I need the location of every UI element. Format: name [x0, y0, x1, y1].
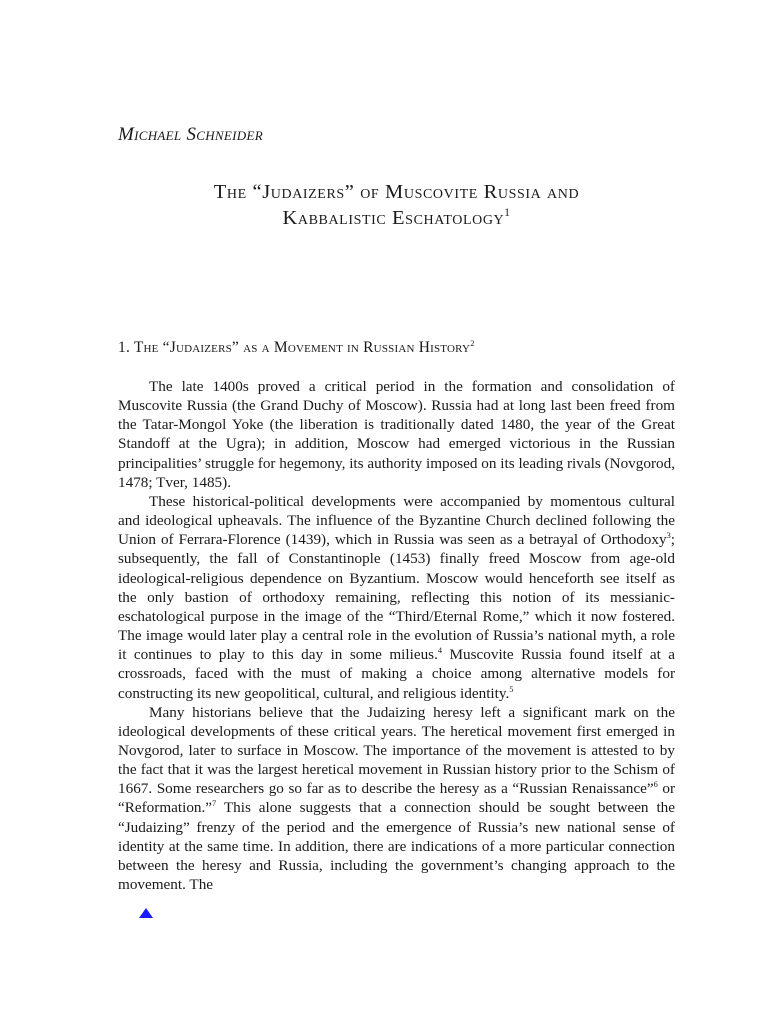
- footnote-ref[interactable]: 6: [653, 780, 658, 790]
- paragraph: [118, 703, 675, 895]
- body-text: [118, 377, 675, 894]
- paragraph-text: These historical-political developments were accompanied by momentous cultural and ideological upheavals. The influence of the Byzantine Church declined following the Union of Ferrara-Florence (1439), which in Russia was seen as a betrayal of Orthodoxy: [118, 492, 675, 549]
- chapter-title-line-1: The “Judaizers” of Muscovite Russia and: [213, 181, 580, 203]
- paragraph-text: The late 1400s proved a critical period in the formation and consolidation of Muscovite Russia (the Grand Duchy of Moscow). Russia had at long last been freed from the Tatar-Mongol Yoke (the liberation is traditionally dated 1480, the year of the Great Standoff at the Ugra); in addition, Moscow had emerged victorious in the Russian principalities’ struggle for hegemony, its authority imposed on its leading rivals (Novgorod, 1478; Tver, 1485).: [118, 378, 675, 491]
- paragraph-text: This alone suggests that a connection should be sought between the “Judaizing” frenzy of the period and the emergence of Russia’s new national sense of identity at the same time. In addition, there are indications of a more particular connection between the heresy and Russia, including the government’s changing approach to the movement. The: [118, 799, 675, 894]
- paragraph-text: or “Reformation.”: [118, 780, 675, 817]
- footnote-ref[interactable]: 7: [212, 799, 217, 809]
- paragraph-text: Many historians believe that the Judaizing heresy left a significant mark on the ideological developments of these critical years. The heretical movement first emerged in Novgorod, later to surface in Moscow. The importance of the movement is attested to by the fact that it was the largest heretical movement in Russian history prior to the Schism of 1667. Some researchers go so far as to describe the heresy as a “Russian Renaissance”: [118, 703, 675, 798]
- footnote-ref[interactable]: 3: [666, 531, 671, 541]
- author-name: Michael Schneider: [118, 124, 263, 145]
- footnote-ref[interactable]: 5: [509, 684, 514, 694]
- chapter-title: [118, 180, 675, 231]
- section-heading: [118, 339, 475, 357]
- paragraph-text: ; subsequently, the fall of Constantinople (1453) finally freed Moscow from age-old ideological-religious dependence on Byzantium. Moscow would henceforth see itself as the only bastion of orthodoxy remaining, reflecting this notion of its messianic-eschatological purpose in the image of the “Third/Eternal Rome,” which it now fostered. The image would later play a central role in the evolution of Russia’s national myth, a role it continues to play to this day in some milieus.: [118, 531, 675, 664]
- footnote-ref[interactable]: 4: [437, 646, 443, 656]
- title-footnote-ref[interactable]: 1: [504, 206, 511, 219]
- chapter-title-line-2: Kabbalistic Eschatology: [282, 206, 505, 229]
- section-heading-text: 1. The “Judaizers” as a Movement in Russian History: [118, 339, 471, 356]
- section-footnote-ref[interactable]: 2: [470, 337, 475, 348]
- paragraph: [118, 492, 675, 703]
- paragraph-text: Muscovite Russia found itself at a crossroads, faced with the must of making a choice among alternative models for constructing its new geopolitical, cultural, and religious identity.: [118, 646, 675, 702]
- paragraph: [118, 377, 675, 492]
- text-cursor-marker-icon: [139, 908, 153, 918]
